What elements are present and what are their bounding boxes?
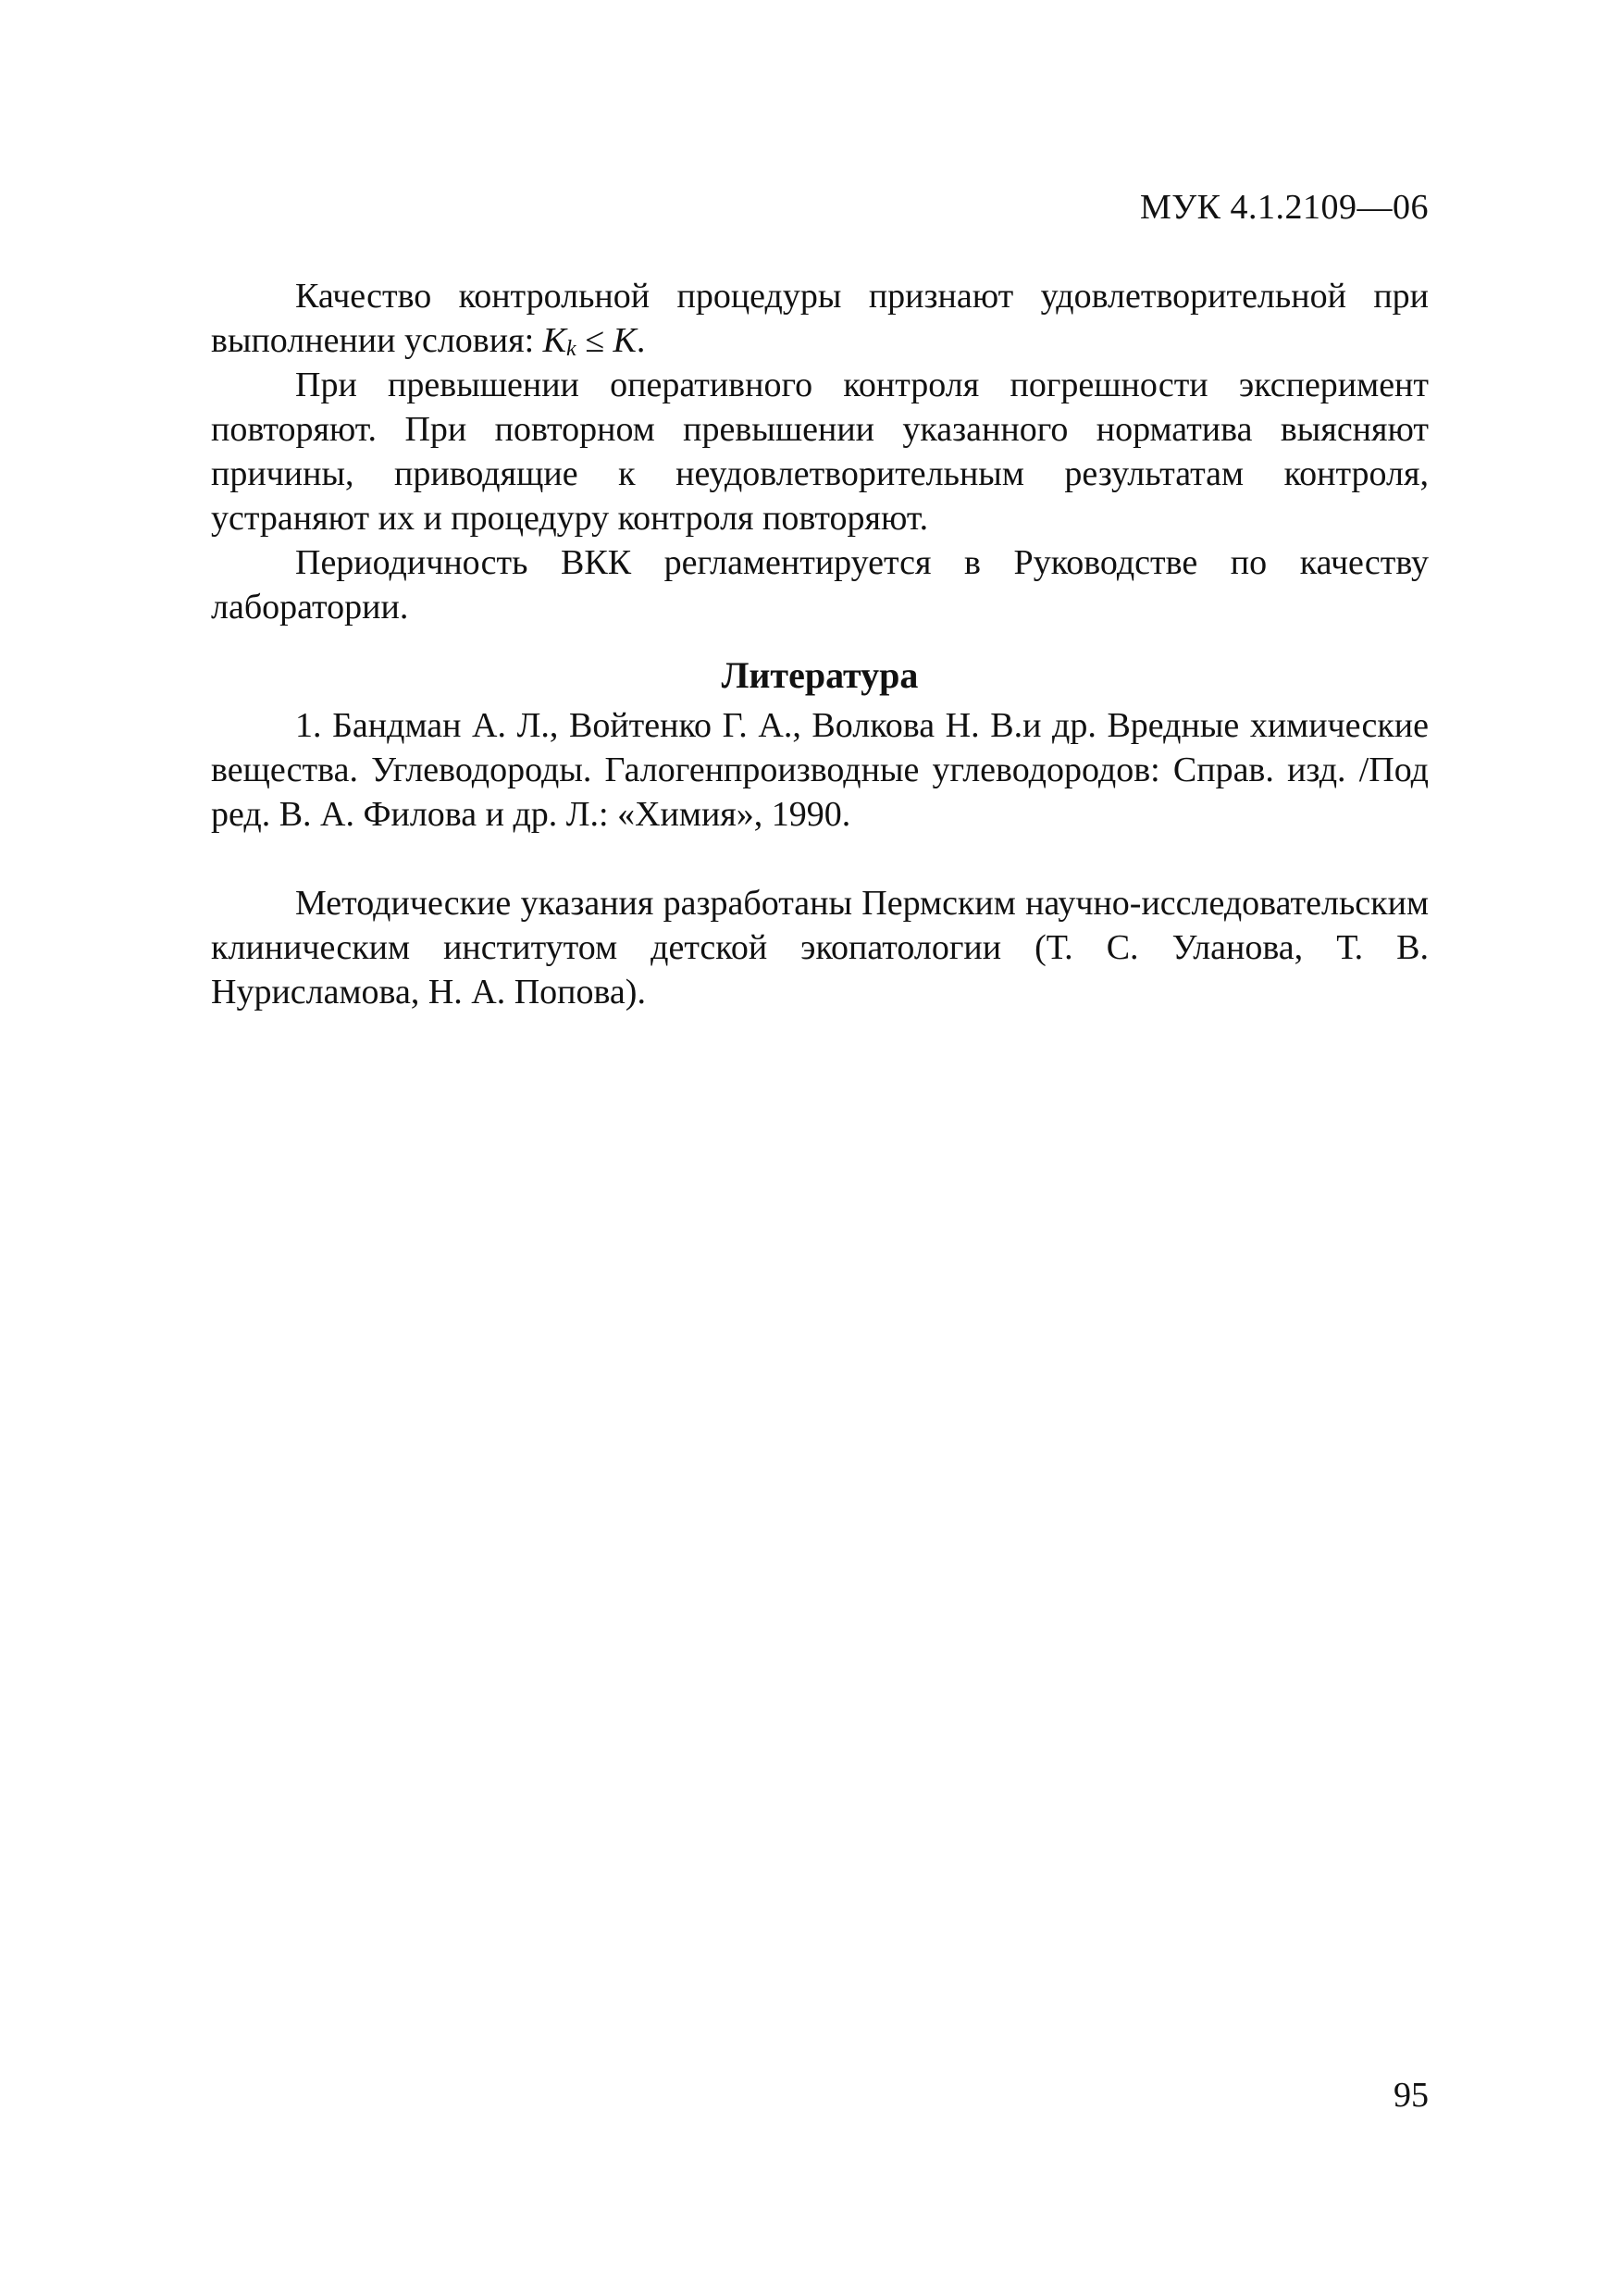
page-number: 95 bbox=[1394, 2076, 1429, 2115]
section-gap bbox=[211, 837, 1429, 881]
quality-condition-paragraph bbox=[211, 274, 1429, 363]
literature-title: Литература bbox=[721, 654, 919, 696]
quality-formula bbox=[543, 321, 637, 360]
authors-note-paragraph: Методические указания разработаны Пермским научно-исследовательским клиническим институтом детской экопатологии (Т. С. Уланова, Т. В. Нурисламова, Н. А. Попова). bbox=[211, 884, 1429, 1011]
main-text bbox=[211, 274, 1429, 1014]
formula-subscript: k bbox=[565, 337, 576, 361]
literature-item: 1. Бандман А. Л., Войтенко Г. А., Волкова Н. В.и др. Вредные химические вещества. Углеводороды. Галогенпроизводные углеводородов: Справ. изд. /Под ред. В. А. Филова и др. Л.: «Химия», 1990. bbox=[211, 706, 1429, 834]
periodicity-paragraph: Периодичность ВКК регламентируется в Руководстве по качеству лаборатории. bbox=[211, 543, 1429, 627]
formula-end: . bbox=[636, 321, 646, 360]
formula-k: K bbox=[542, 321, 566, 360]
exceeding-paragraph: При превышении оперативного контроля погрешности эксперимент повторяют. При повторном превышении указанного норматива выясняют причины, приводящие к неудовлетворительным результатам контроля, устраняют их и процедуру контроля повторяют. bbox=[211, 366, 1429, 538]
formula-rest: ≤ K bbox=[576, 321, 637, 360]
document-code-header: МУК 4.1.2109—06 bbox=[1139, 188, 1429, 227]
quality-condition-text: Качество контрольной процедуры признают удовлетворительной при выполнении условия: bbox=[211, 277, 1429, 360]
